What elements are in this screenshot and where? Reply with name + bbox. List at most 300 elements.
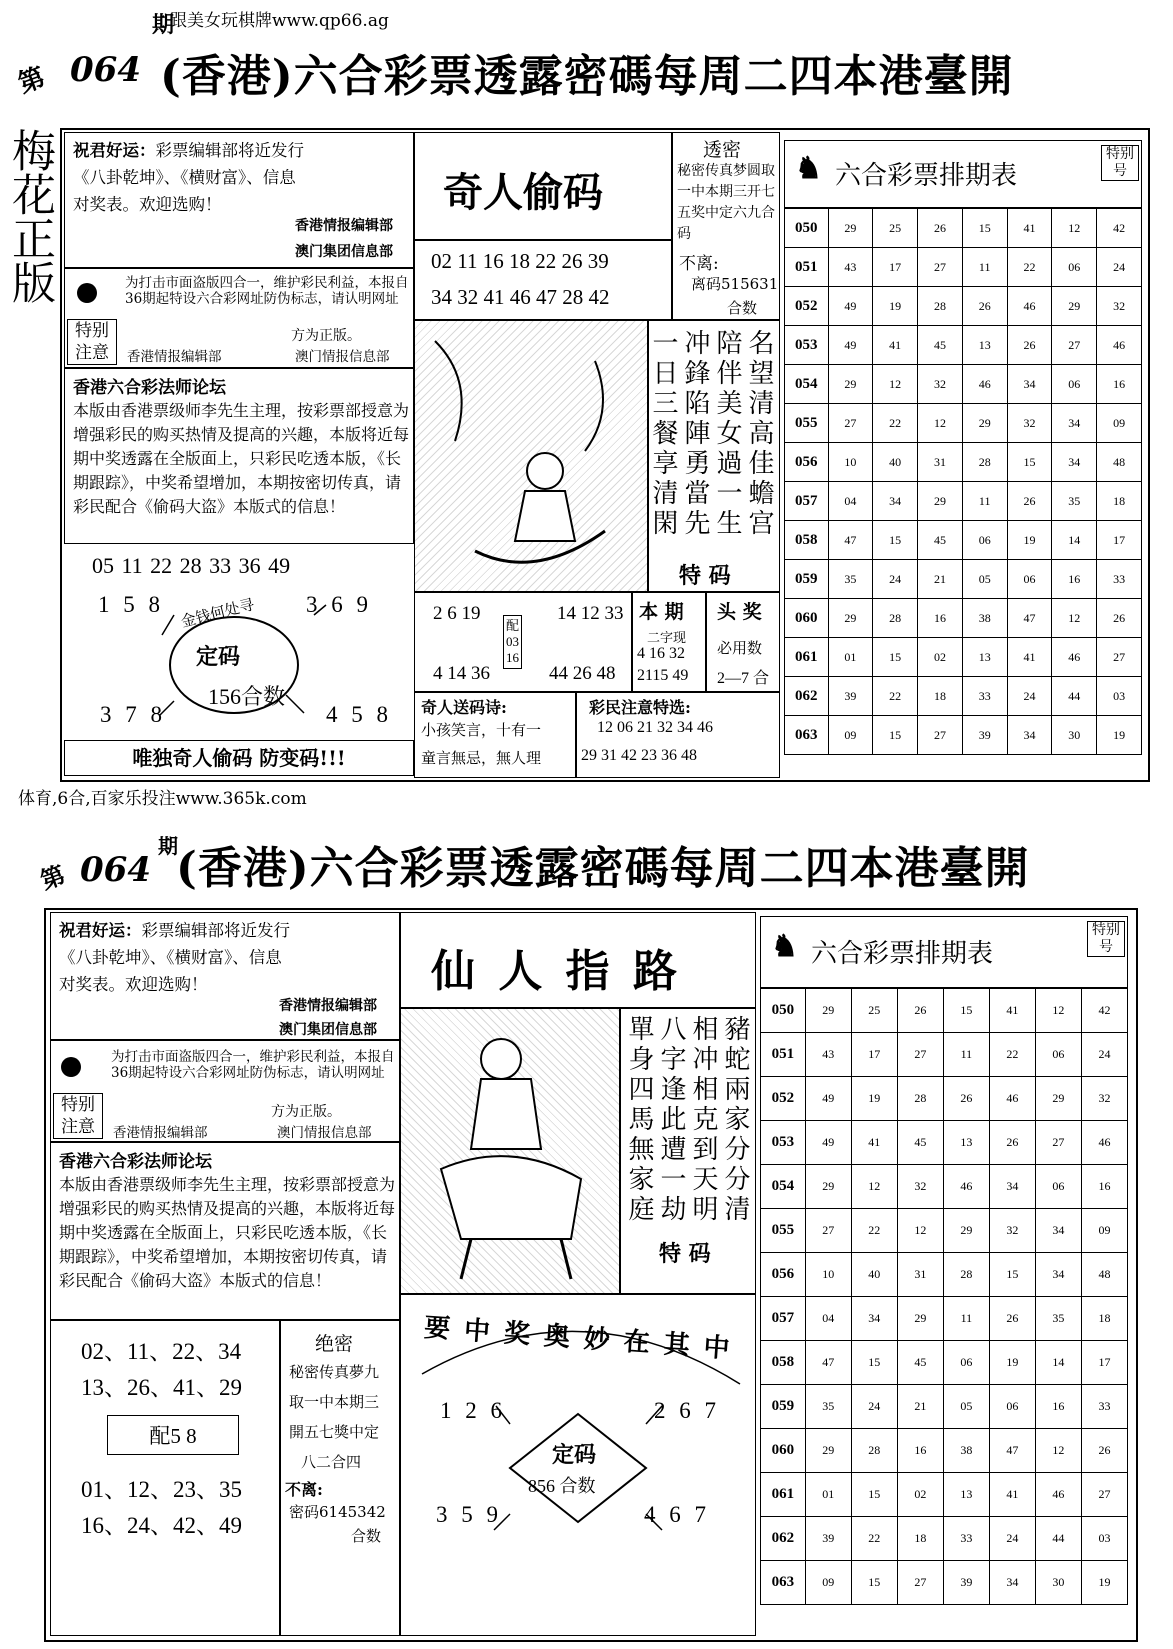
code-numbers: 05 11 22 28 33 36 49: [92, 553, 291, 578]
toujiang-box: [706, 592, 780, 692]
thief-nums-box: [414, 240, 672, 320]
b-secret-buli-label: 不离:: [285, 1480, 323, 1499]
schedule-number: 32: [918, 365, 963, 404]
schedule-number: 26: [1081, 1429, 1127, 1473]
schedule-number: 22: [1007, 248, 1052, 287]
schedule-row: [785, 287, 1142, 326]
b-forum-text: 本版由香港票级师李先生主理，按彩票部授意为增强彩民的购买热情及提高的兴趣，本版将近每期中奖透露在全版面上，只彩民吃透本版，《长期跟踪》，中奖希望增加，本期按密切传真，请彩民配合《偷码大盗》本版式的信息！: [59, 1175, 396, 1290]
schedule-row: [761, 1077, 1128, 1121]
schedule-period: 060: [761, 1429, 806, 1473]
b-special-sig-2: 澳门情报信息部: [277, 1125, 372, 1141]
benqi-title: 本 期: [639, 601, 684, 623]
schedule-number: 12: [873, 365, 918, 404]
schedule-number: 39: [805, 1517, 851, 1561]
schedule-period: 055: [785, 404, 829, 443]
schedule-number: 06: [962, 521, 1007, 560]
schedule-number: 41: [851, 1121, 897, 1165]
schedule-period: 059: [761, 1385, 806, 1429]
schedule-number: 11: [943, 1297, 989, 1341]
schedule-period: 050: [785, 209, 829, 248]
schedule-number: 34: [989, 1561, 1035, 1605]
b-illustration: [400, 1008, 620, 1294]
pairs-right-bottom: 44 26 48: [549, 663, 616, 684]
schedule-number: 39: [943, 1561, 989, 1605]
schedule-number: 33: [1097, 560, 1142, 599]
schedule-number: 24: [873, 560, 918, 599]
top-diagram-tl: 1 5 8: [98, 592, 164, 617]
greeting-sig-2: 澳门集团信息部: [295, 244, 393, 260]
schedule-number: 04: [805, 1297, 851, 1341]
schedule-number: 32: [1007, 404, 1052, 443]
schedule-number: 29: [1035, 1077, 1081, 1121]
schedule-number: 34: [1035, 1209, 1081, 1253]
schedule-number: 38: [943, 1429, 989, 1473]
b-greeting-label: 祝君好运：: [59, 921, 142, 940]
b-greeting-sig-1: 香港情报编辑部: [279, 998, 377, 1014]
boat-warrior-illustration: [415, 321, 647, 591]
schedule-number: 48: [1081, 1253, 1127, 1297]
schedule-number: 41: [1007, 638, 1052, 677]
b-forum-box: [50, 1142, 400, 1320]
schedule-number: 11: [943, 1033, 989, 1077]
special-genuine: 方为正版。: [291, 328, 361, 344]
thief-title: 奇人偷码: [443, 169, 603, 216]
b-dragon-icon: ♞: [771, 929, 798, 964]
schedule-number: 34: [1007, 365, 1052, 404]
schedule-number: 29: [805, 1165, 851, 1209]
schedule-row: [761, 1209, 1128, 1253]
schedule-number: 22: [989, 1033, 1035, 1077]
schedule-number: 18: [897, 1517, 943, 1561]
b-secret-buli-text: 密码6145342: [289, 1503, 386, 1521]
footer-slogan: 唯独奇人偷码 防变码!!!: [64, 740, 414, 776]
bomb-icon: [77, 283, 97, 303]
schedule-number: 12: [897, 1209, 943, 1253]
schedule-number: 16: [918, 599, 963, 638]
schedule-number: 41: [1007, 209, 1052, 248]
dragon-icon: ♞: [795, 151, 822, 186]
b-greeting-text-1: 彩票编辑部将近发行: [141, 921, 290, 940]
schedule-number: 40: [873, 443, 918, 482]
schedule-number: 29: [828, 599, 873, 638]
schedule-number: 26: [897, 989, 943, 1033]
schedule-number: 28: [943, 1253, 989, 1297]
schedule-number: 12: [851, 1165, 897, 1209]
schedule-number: 13: [943, 1473, 989, 1517]
greeting-text-3: 对奖表。欢迎选购！: [73, 195, 222, 214]
special-notice-box: [64, 268, 414, 368]
top-poem-col1: 名望清高佳蟾宫: [744, 329, 774, 539]
schedule-number: 27: [1097, 638, 1142, 677]
schedule-number: 27: [828, 404, 873, 443]
schedule-number: 46: [943, 1165, 989, 1209]
special-sig-1: 香港情报编辑部: [127, 349, 222, 365]
schedule-period: 051: [785, 248, 829, 287]
b-num-pei: 配5 8: [107, 1415, 239, 1455]
schedule-number: 46: [962, 365, 1007, 404]
schedule-row: [785, 404, 1142, 443]
bottom-issue-suffix: 期: [158, 834, 178, 858]
schedule-period: 054: [785, 365, 829, 404]
schedule-number: 29: [828, 209, 873, 248]
schedule-number: 15: [962, 209, 1007, 248]
schedule-number: 19: [1097, 716, 1142, 755]
schedule-row: [761, 1121, 1128, 1165]
schedule-number: 15: [1007, 443, 1052, 482]
schedule-number: 35: [1035, 1297, 1081, 1341]
schedule-number: 13: [943, 1121, 989, 1165]
schedule-number: 35: [805, 1385, 851, 1429]
schedule-row: [761, 1517, 1128, 1561]
schedule-number: 12: [1035, 1429, 1081, 1473]
benqi-row2: 2115 49: [637, 667, 689, 684]
b-special-notice-box: [50, 1040, 400, 1142]
schedule-number: 19: [851, 1077, 897, 1121]
schedule-number: 45: [918, 326, 963, 365]
b-secret-l1: 秘密传真夢九: [289, 1363, 380, 1381]
schedule-number: 16: [1081, 1165, 1127, 1209]
b-diagram-bl: 3 5 9: [436, 1502, 502, 1527]
b-poem-col2: 相冲相克到天明: [688, 1015, 718, 1225]
schedule-number: 27: [1035, 1121, 1081, 1165]
schedule-number: 22: [851, 1209, 897, 1253]
attention-row1: 12 06 21 32 34 46: [597, 719, 713, 736]
schedule-number: 45: [897, 1121, 943, 1165]
schedule-row: [785, 560, 1142, 599]
top-diagram-br: 4 5 8: [326, 702, 392, 727]
b-special-sig-1: 香港情报编辑部: [113, 1125, 208, 1141]
top-poem-box: [648, 320, 780, 592]
schedule-period: 054: [761, 1165, 806, 1209]
schedule-number: 16: [897, 1429, 943, 1473]
b-forum-title: 香港六合彩法师论坛: [59, 1152, 212, 1172]
schedule-number: 05: [962, 560, 1007, 599]
schedule-number: 49: [828, 287, 873, 326]
schedule-number: 46: [1081, 1121, 1127, 1165]
b-title-box: [400, 912, 756, 1008]
b-title: 仙 人 指 路: [431, 946, 681, 997]
greeting-text-2: 《八卦乾坤》、《横财富》、信息: [73, 168, 296, 187]
schedule-number: 42: [1081, 989, 1127, 1033]
schedule-row: [785, 638, 1142, 677]
schedule-number: 24: [1007, 677, 1052, 716]
schedule-period: 062: [761, 1517, 806, 1561]
b-arc-slogan: 要中奖奥妙在其中: [423, 1312, 745, 1366]
schedule-number: 01: [805, 1473, 851, 1517]
schedule-row: [785, 521, 1142, 560]
b-greeting-text-3: 对奖表。欢迎选购！: [59, 975, 208, 994]
schedule-number: 31: [897, 1253, 943, 1297]
schedule-period: 056: [785, 443, 829, 482]
schedule-number: 16: [1052, 560, 1097, 599]
top-issue-number: 064: [70, 50, 141, 90]
b-num-r3: 01、12、23、35: [81, 1477, 242, 1502]
schedule-number: 09: [1081, 1209, 1127, 1253]
schedule-period: 053: [761, 1121, 806, 1165]
schedule-number: 27: [897, 1033, 943, 1077]
schedule-number: 34: [873, 482, 918, 521]
schedule-number: 28: [962, 443, 1007, 482]
schedule-number: 15: [851, 1561, 897, 1605]
schedule-number: 35: [1052, 482, 1097, 521]
schedule-number: 24: [989, 1517, 1035, 1561]
b-diagram-br: 4 6 7: [644, 1502, 710, 1527]
schedule-number: 06: [1007, 560, 1052, 599]
schedule-number: 46: [1035, 1473, 1081, 1517]
schedule-number: 34: [1052, 443, 1097, 482]
top-issue-prefix: 第: [14, 62, 50, 100]
attention-row2: 29 31 42 23 36 48: [581, 747, 697, 764]
schedule-number: 02: [918, 638, 963, 677]
schedule-number: 41: [873, 326, 918, 365]
schedule-number: 27: [918, 248, 963, 287]
pairs-left-top: 2 6 19: [433, 603, 481, 624]
side-vertical-text: 梅花正版: [4, 128, 55, 304]
schedule-number: 47: [805, 1341, 851, 1385]
schedule-number: 28: [897, 1077, 943, 1121]
b-greeting-sig-2: 澳门集团信息部: [279, 1022, 377, 1038]
schedule-number: 22: [873, 677, 918, 716]
schedule-number: 15: [989, 1253, 1035, 1297]
b-special-text: 为打击市面盗版四合一，维护彩民利益，本报自36期起特设六合彩网址防伪标志，请认明网址: [111, 1049, 395, 1081]
schedule-number: 17: [1097, 521, 1142, 560]
schedule-number: 12: [1052, 209, 1097, 248]
schedule-number: 26: [1007, 326, 1052, 365]
schedule-number: 30: [1052, 716, 1097, 755]
b-num-r4: 16、24、42、49: [81, 1513, 242, 1538]
schedule-number: 44: [1052, 677, 1097, 716]
schedule-number: 11: [962, 248, 1007, 287]
pairs-box: [414, 592, 632, 692]
top-schedule-tebie: 特别号: [1101, 145, 1139, 181]
schedule-number: 47: [989, 1429, 1035, 1473]
b-diagram-tr: 2 6 7: [654, 1398, 720, 1423]
schedule-number: 42: [1097, 209, 1142, 248]
schedule-number: 04: [828, 482, 873, 521]
schedule-number: 33: [1081, 1385, 1127, 1429]
song-poem-line2: 童言無忌，無人理: [421, 749, 542, 767]
schedule-number: 43: [805, 1033, 851, 1077]
schedule-number: 34: [989, 1165, 1035, 1209]
b-diagram-center-label: 定码: [552, 1442, 597, 1468]
schedule-row: [761, 1561, 1128, 1605]
schedule-number: 35: [828, 560, 873, 599]
schedule-number: 09: [828, 716, 873, 755]
schedule-number: 29: [805, 989, 851, 1033]
schedule-number: 19: [1007, 521, 1052, 560]
forum-text: 本版由香港票级师李先生主理，按彩票部授意为增强彩民的购买热情及提高的兴趣，本版将近每期中奖透露在全版面上，只彩民吃透本版，《长期跟踪》，中奖希望增加，本期按密切传真，请彩民配合《偷码大盗》本版式的信息！: [73, 401, 410, 516]
forum-box: [64, 368, 414, 544]
thief-nums-row2: 34 32 41 46 47 28 42: [431, 285, 610, 309]
schedule-row: [761, 1429, 1128, 1473]
schedule-row: [761, 1385, 1128, 1429]
schedule-period: 061: [785, 638, 829, 677]
b-greeting-text-2: 《八卦乾坤》、《横财富》、信息: [59, 948, 282, 967]
schedule-row: [785, 482, 1142, 521]
benqi-row1: 4 16 32: [637, 645, 685, 662]
schedule-period: 053: [785, 326, 829, 365]
schedule-number: 22: [851, 1517, 897, 1561]
greeting-label: 祝君好运：: [73, 141, 156, 160]
b-poem-col4: 單身四馬無家庭: [624, 1015, 654, 1225]
song-poem-title: 奇人送码诗:: [421, 698, 507, 717]
schedule-row: [761, 1341, 1128, 1385]
b-num-groups-box: [50, 1320, 280, 1636]
schedule-number: 39: [828, 677, 873, 716]
schedule-number: 17: [1081, 1341, 1127, 1385]
schedule-number: 17: [873, 248, 918, 287]
schedule-row: [785, 443, 1142, 482]
toujiang-text2: 2—7 合: [717, 670, 770, 687]
b-secret-l2: 取一中本期三: [289, 1393, 380, 1411]
schedule-number: 03: [1081, 1517, 1127, 1561]
b-secret-buli-suffix: 合数: [351, 1527, 382, 1545]
b-secret-l4: 八二合四: [301, 1453, 362, 1471]
top-poem-col4: 一日三餐享清閑: [648, 329, 678, 539]
schedule-number: 19: [873, 287, 918, 326]
schedule-number: 15: [873, 638, 918, 677]
schedule-number: 12: [1035, 989, 1081, 1033]
schedule-period: 060: [785, 599, 829, 638]
schedule-number: 26: [962, 287, 1007, 326]
b-secret-l3: 開五七獎中定: [289, 1423, 380, 1441]
schedule-period: 061: [761, 1473, 806, 1517]
schedule-number: 15: [873, 521, 918, 560]
schedule-period: 058: [785, 521, 829, 560]
schedule-number: 11: [962, 482, 1007, 521]
thief-title-box: [414, 132, 672, 240]
schedule-number: 43: [828, 248, 873, 287]
schedule-period: 057: [761, 1297, 806, 1341]
schedule-number: 14: [1035, 1341, 1081, 1385]
schedule-period: 063: [785, 716, 829, 755]
pairs-mid: 配 03 16: [503, 615, 522, 669]
special-sig-2: 澳门情报信息部: [295, 349, 390, 365]
schedule-number: 29: [897, 1297, 943, 1341]
top-diagram-center-label: 定码: [196, 644, 241, 670]
b-bomb-icon: [61, 1057, 81, 1077]
schedule-number: 19: [989, 1341, 1035, 1385]
schedule-number: 26: [1007, 482, 1052, 521]
schedule-number: 25: [851, 989, 897, 1033]
b-poem-col3: 八字逢此遭一劫: [656, 1015, 686, 1225]
schedule-row: [761, 1165, 1128, 1209]
schedule-period: 055: [761, 1209, 806, 1253]
schedule-number: 06: [943, 1341, 989, 1385]
special-text: 为打击市面盗版四合一，维护彩民利益，本报自36期起特设六合彩网址防伪标志，请认明网址: [125, 275, 409, 307]
schedule-number: 41: [989, 1473, 1035, 1517]
top-ad-line: 跟美女玩棋牌www.qp66.ag: [170, 11, 389, 31]
toujiang-title: 头 奖: [717, 601, 762, 623]
schedule-number: 28: [918, 287, 963, 326]
schedule-row: [785, 716, 1142, 755]
schedule-row: [785, 326, 1142, 365]
schedule-period: 051: [761, 1033, 806, 1077]
schedule-number: 06: [1035, 1033, 1081, 1077]
top-poem-label: 特 码: [679, 563, 731, 589]
secret-buli-text: 离码515631: [691, 275, 779, 293]
schedule-number: 45: [897, 1341, 943, 1385]
top-illustration: [414, 320, 648, 592]
b-schedule-table: [760, 988, 1128, 1605]
top-poem-col3: 冲鋒陷陣勇當先: [680, 329, 710, 539]
schedule-number: 32: [1097, 287, 1142, 326]
schedule-number: 15: [943, 989, 989, 1033]
schedule-number: 40: [851, 1253, 897, 1297]
schedule-number: 09: [1097, 404, 1142, 443]
schedule-row: [785, 677, 1142, 716]
schedule-number: 33: [943, 1517, 989, 1561]
schedule-number: 46: [1052, 638, 1097, 677]
schedule-period: 056: [761, 1253, 806, 1297]
schedule-number: 32: [1081, 1077, 1127, 1121]
schedule-number: 26: [1097, 599, 1142, 638]
schedule-number: 48: [1097, 443, 1142, 482]
schedule-row: [761, 989, 1128, 1033]
b-schedule-tebie: 特别号: [1087, 921, 1125, 957]
schedule-number: 46: [989, 1077, 1035, 1121]
schedule-number: 18: [1097, 482, 1142, 521]
schedule-number: 41: [989, 989, 1035, 1033]
secret-buli-label: 不离:: [679, 254, 719, 274]
secret-buli-suffix: 合数: [727, 299, 758, 317]
b-schedule-title: 六合彩票排期表: [811, 939, 994, 969]
top-schedule-title: 六合彩票排期表: [835, 161, 1018, 191]
benqi-sub: 二字现: [647, 631, 687, 646]
b-secret-box: [280, 1320, 400, 1636]
schedule-period: 052: [785, 287, 829, 326]
attention-box: [576, 692, 780, 778]
song-poem-line1: 小孩笑言，十有一: [421, 721, 542, 739]
schedule-number: 26: [989, 1297, 1035, 1341]
schedule-period: 057: [785, 482, 829, 521]
schedule-number: 13: [962, 326, 1007, 365]
schedule-number: 45: [918, 521, 963, 560]
schedule-number: 49: [828, 326, 873, 365]
b-poem-box: [620, 1008, 756, 1294]
schedule-number: 38: [962, 599, 1007, 638]
schedule-number: 16: [1035, 1385, 1081, 1429]
secret-box: [672, 132, 780, 320]
schedule-number: 05: [943, 1385, 989, 1429]
b-diagram-center-combo: 856 合数: [528, 1476, 596, 1496]
schedule-number: 13: [962, 638, 1007, 677]
thief-nums-row1: 02 11 16 18 22 26 39: [431, 249, 609, 273]
schedule-number: 19: [1081, 1561, 1127, 1605]
schedule-number: 47: [1007, 599, 1052, 638]
special-label: 特别注意: [67, 319, 117, 365]
pairs-left-bottom: 4 14 36: [433, 663, 490, 684]
schedule-number: 47: [828, 521, 873, 560]
schedule-row: [761, 1033, 1128, 1077]
schedule-row: [761, 1253, 1128, 1297]
forum-title: 香港六合彩法师论坛: [73, 378, 226, 398]
top-headline: (香港)六合彩票透露密碼每周二四本港臺開: [160, 51, 1014, 102]
top-diagram-bl: 3 7 8: [100, 702, 166, 727]
top-diagram-tr: 3 6 9: [306, 592, 372, 617]
b-secret-title: 绝密: [315, 1333, 354, 1355]
schedule-row: [785, 365, 1142, 404]
schedule-number: 06: [1052, 365, 1097, 404]
schedule-number: 27: [1052, 326, 1097, 365]
toujiang-text1: 必用数: [717, 639, 763, 657]
schedule-number: 44: [1035, 1517, 1081, 1561]
top-poem-col2: 陪伴美女過一生: [712, 329, 742, 539]
horse-rider-illustration: [401, 1009, 619, 1293]
schedule-number: 27: [805, 1209, 851, 1253]
schedule-number: 09: [805, 1561, 851, 1605]
secret-title: 透密: [703, 139, 742, 161]
